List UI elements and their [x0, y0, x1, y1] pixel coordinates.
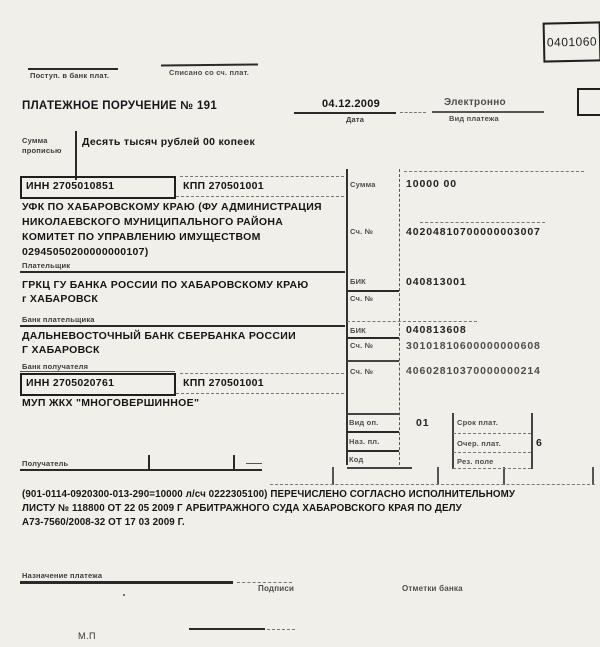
amount-words-label-2: прописью — [22, 146, 62, 155]
signature-line — [189, 628, 265, 630]
srok-box-left — [452, 413, 454, 469]
payee-kpp-topline — [180, 373, 344, 374]
payer-kpp-topline — [180, 176, 344, 177]
op-bottom-line — [347, 467, 412, 469]
payer-name-line3: КОМИТЕТ ПО УПРАВЛЕНИЮ ИМУЩЕСТВОМ — [22, 231, 261, 243]
field-tick-4 — [437, 467, 439, 485]
purpose-caption-line-tail — [237, 582, 292, 583]
payer-bank-line2: г ХАБАРОВСК — [22, 293, 99, 305]
form-code: 0401060 — [546, 34, 598, 50]
field-tick-3 — [332, 467, 334, 485]
srok-plat-label: Срок плат. — [457, 418, 498, 427]
payer-bank-bottom-line — [20, 325, 345, 327]
document-title: ПЛАТЕЖНОЕ ПОРУЧЕНИЕ № 191 — [22, 100, 218, 112]
payee-caption: Получатель — [22, 459, 69, 468]
op-top-line — [347, 413, 399, 415]
field-tick-6 — [592, 467, 594, 485]
stamp-place-label: М.П — [78, 631, 96, 641]
form-code-box — [543, 21, 600, 62]
rc-line-2 — [347, 321, 477, 322]
corner-box — [577, 88, 600, 116]
signature-line-tail — [267, 629, 295, 630]
field-tick-1 — [148, 455, 150, 470]
right-grid-top-line — [404, 171, 584, 172]
srok-bottom-line — [453, 468, 531, 469]
payee-bank-line2: Г ХАБАРОВСК — [22, 344, 100, 356]
payer-kpp: КПП 270501001 — [183, 180, 264, 192]
payee-bank-line1: ДАЛЬНЕВОСТОЧНЫЙ БАНК СБЕРБАНКА РОССИИ — [22, 330, 296, 342]
amount-words-label-1: Сумма — [22, 136, 48, 145]
vid-op-value: 01 — [416, 417, 430, 429]
payer-caption: Плательщик — [22, 261, 71, 270]
payment-kind-value: Электронно — [444, 97, 506, 108]
payee-bank-caption: Банк получателя — [22, 362, 89, 371]
payer-bottom-line — [20, 271, 345, 273]
rc-line-3 — [347, 337, 399, 339]
purpose-top-line — [270, 484, 595, 485]
payee-account-label: Сч. № — [350, 367, 374, 376]
payment-kind-line — [432, 111, 544, 113]
op-line-1 — [347, 431, 399, 433]
date-label: Дата — [346, 115, 365, 124]
purpose-line1: (901-0114-0920300-013-290=10000 л/сч 0222305100) ПЕРЕЧИСЛЕНО СОГЛАСНО ИСПОЛНИТЕЛЬНОМУ — [22, 489, 516, 500]
date-value: 04.12.2009 — [322, 98, 381, 110]
payer-name-line2: НИКОЛАЕВСКОГО МУНИЦИПАЛЬНОГО РАЙОНА — [22, 216, 284, 228]
payee-inn: ИНН 2705020761 — [26, 377, 115, 389]
payer-kpp-underline — [176, 196, 344, 197]
srok-line-2 — [453, 452, 531, 453]
srok-line-1 — [453, 433, 531, 434]
rc-line-4 — [347, 360, 399, 362]
payee-bank-account-label: Сч. № — [350, 341, 374, 350]
payee-bank-bik-value: 040813608 — [406, 324, 467, 336]
payer-name-line4: 02945050200000000107) — [22, 246, 149, 258]
purpose-caption: Назначение платежа — [22, 571, 103, 580]
payee-kpp: КПП 270501001 — [183, 377, 264, 389]
payee-bank-bik-label: БИК — [350, 326, 366, 335]
payer-bank-caption: Банк плательщика — [22, 315, 95, 324]
purpose-line3: А73-7560/2008-32 ОТ 17 03 2009 Г. — [22, 517, 185, 528]
amount-value: 10000 00 — [406, 178, 457, 190]
payer-account-label: Сч. № — [350, 227, 374, 236]
payer-bank-line1: ГРКЦ ГУ БАНКА РОССИИ ПО ХАБАРОВСКОМУ КРАЮ — [22, 279, 309, 291]
ocher-plat-value: 6 — [536, 437, 543, 449]
payee-kpp-underline — [176, 393, 344, 394]
received-line — [28, 68, 118, 70]
date-line — [294, 112, 396, 114]
payer-bank-bik-value: 040813001 — [406, 276, 467, 288]
amount-label: Сумма — [350, 180, 376, 189]
field-tick-corner — [246, 463, 262, 464]
payer-account-overline — [420, 222, 545, 223]
payee-name: МУП ЖКХ "МНОГОВЕРШИННОЕ" — [22, 397, 200, 409]
purpose-line2: ЛИСТУ № 118800 ОТ 22 05 2009 Г АРБИТРАЖНОГО СУДА ХАБАРОВСКОГО КРАЯ ПО ДЕЛУ — [22, 503, 462, 514]
ocher-plat-label: Очер. плат. — [457, 439, 501, 448]
debited-label: Списано со сч. плат. — [169, 68, 250, 77]
srok-box-right — [531, 413, 533, 469]
payer-name-line1: УФК ПО ХАБАРОВСКОМУ КРАЮ (ФУ АДМИНИСТРАЦИЯ — [22, 201, 322, 213]
date-line-tail — [400, 112, 426, 113]
payer-account-value: 40204810700000003007 — [406, 226, 541, 238]
payer-bank-bik-label: БИК — [350, 277, 366, 286]
debited-line — [161, 63, 258, 66]
payee-account-value: 40602810370000000214 — [406, 365, 541, 377]
payee-bank-account-value: 30101810600000000608 — [406, 340, 541, 352]
payer-inn: ИНН 2705010851 — [26, 180, 115, 192]
bank-marks-label: Отметки банка — [402, 584, 463, 593]
payment-kind-label: Вид платежа — [449, 114, 499, 123]
right-grid-mid-line — [399, 169, 400, 465]
payee-bottom-line — [20, 469, 262, 471]
field-tick-2 — [233, 455, 235, 470]
right-grid-left-line — [346, 169, 348, 465]
payee-bank-bottom-line — [20, 371, 175, 372]
naz-pl-label: Наз. пл. — [349, 437, 380, 446]
payer-bank-account-label: Сч. № — [350, 294, 374, 303]
op-line-2 — [347, 450, 399, 452]
rez-pole-label: Рез. поле — [457, 457, 494, 466]
vid-op-label: Вид оп. — [349, 418, 379, 427]
ink-speck — [123, 594, 125, 596]
rc-line-1 — [347, 290, 399, 292]
amount-words-divider — [75, 131, 77, 180]
received-label: Поступ. в банк плат. — [30, 71, 110, 80]
signatures-label: Подписи — [258, 584, 295, 593]
field-tick-5 — [503, 467, 505, 485]
kod-label: Код — [349, 455, 364, 464]
amount-words-value: Десять тысяч рублей 00 копеек — [82, 136, 256, 148]
purpose-caption-line — [20, 581, 233, 584]
